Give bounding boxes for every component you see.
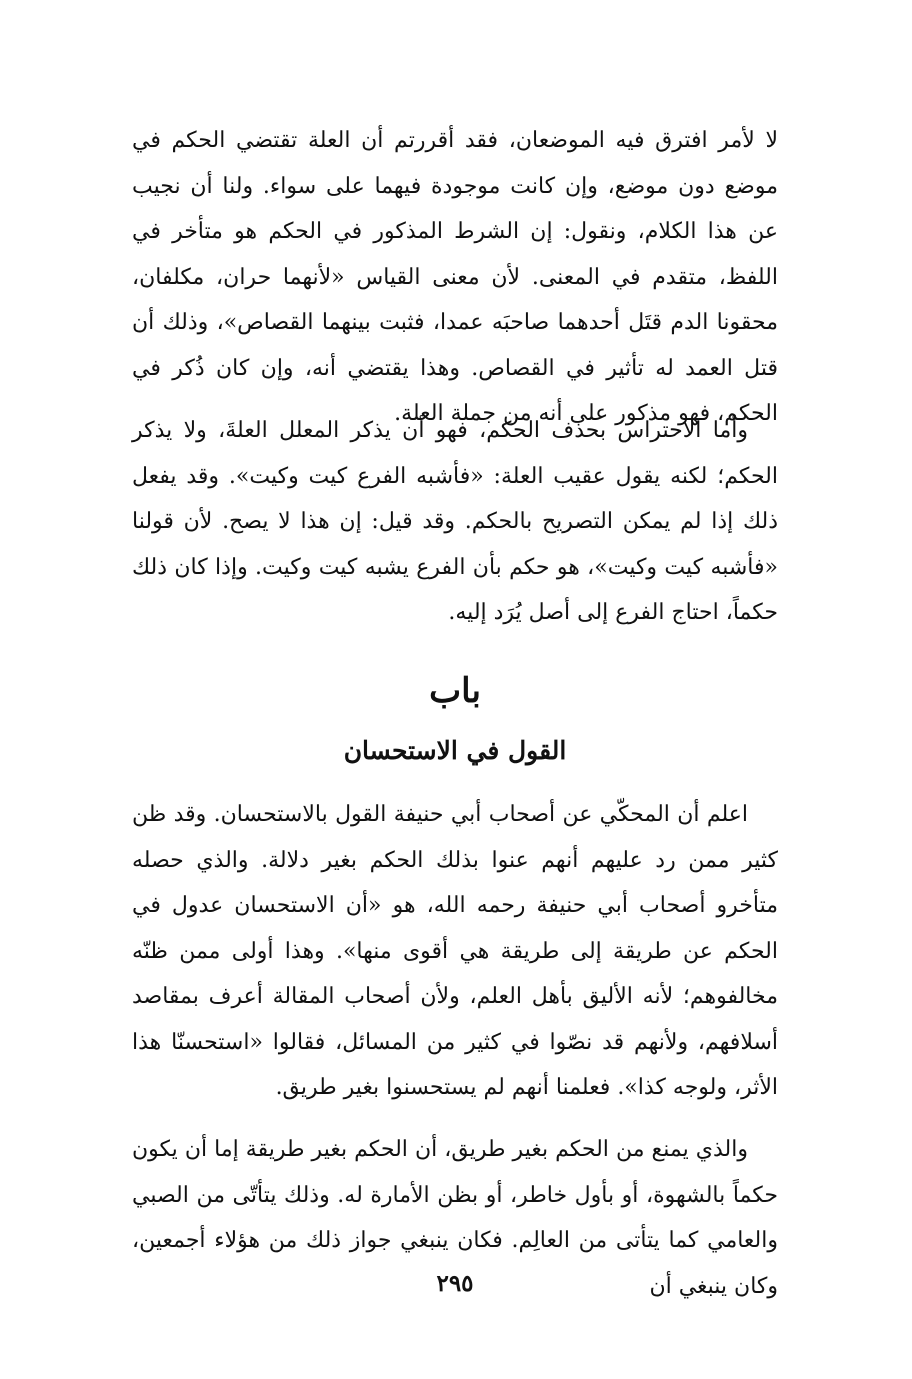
- paragraph-section-istihsan: [132, 792, 778, 1111]
- paragraph-section-end: [132, 118, 778, 437]
- paragraph-2: وأما الاحتراس بحذف الحكم، فهو أن يذكر المعلل العلةَ، ولا يذكر الحكم؛ لكنه يقول عقيب العلة: «فأشبه الفرع كيت وكيت». وقد يفعل ذلك إذا لم يمكن التصريح بالحكم. وقد قيل: إن هذا لا يصح. لأن قولنا «فأشبه كيت وكيت»، هو حكم بأن الفرع يشبه كيت وكيت. وإذا كان ذلك حكماً، احتاج الفرع إلى أصل يُرَد إليه.: [132, 418, 778, 625]
- paragraph-section-precaution: [132, 408, 778, 636]
- chapter-label: باب: [429, 671, 481, 711]
- paragraph-3: اعلم أن المحكّي عن أصحاب أبي حنيفة القول بالاستحسان. وقد ظن كثير ممن رد عليهم أنهم عنوا بذلك الحكم بغير دلالة. والذي حصله متأخرو أصحاب أبي حنيفة رحمه الله، هو «أن الاستحسان عدول في الحكم عن طريقة إلى طريقة هي أقوى منها». وهذا أولى ممن ظنّه مخالفوهم؛ لأنه الأليق بأهل العلم، ولأن أصحاب المقالة أعرف بمقاصد أسلافهم، ولأنهم قد نصّوا في كثير من المسائل، فقالوا «استحسنّا هذا الأثر، ولوجه كذا». فعلمنا أنهم لم يستحسنوا بغير طريق.: [132, 802, 778, 1100]
- page-number: ٢٩٥: [436, 1270, 474, 1297]
- paragraph-1: لا لأمر افترق فيه الموضعان، فقد أقررتم أن العلة تقتضي الحكم في موضع دون موضع، وإن كانت موجودة فيهما على سواء. ولنا أن نجيب عن هذا الكلام، ونقول: إن الشرط المذكور في الحكم هو متأخر في اللفظ، متقدم في المعنى. لأن معنى القياس «لأنهما حران، مكلفان، محقونا الدم قتَل أحدهما صاحبَه عمدا، فثبت بينهما القصاص»، وذلك أن قتل العمد له تأثير في القصاص. وهذا يقتضي أنه، وإن كان ذُكر في الحكم، فهو مذكور على أنه من جملة العلة.: [132, 128, 778, 426]
- paragraph-4: والذي يمنع من الحكم بغير طريق، أن الحكم بغير طريقة إما أن يكون حكماً بالشهوة، أو بأول خاطر، أو بظن الأمارة له. وذلك يتأتّى من الصبي والعامي كما يتأتى من العالِم. فكان ينبغي جواز ذلك من هؤلاء أجمعين، وكان ينبغي أن: [132, 1137, 778, 1299]
- chapter-title: القول في الاستحسان: [343, 736, 567, 765]
